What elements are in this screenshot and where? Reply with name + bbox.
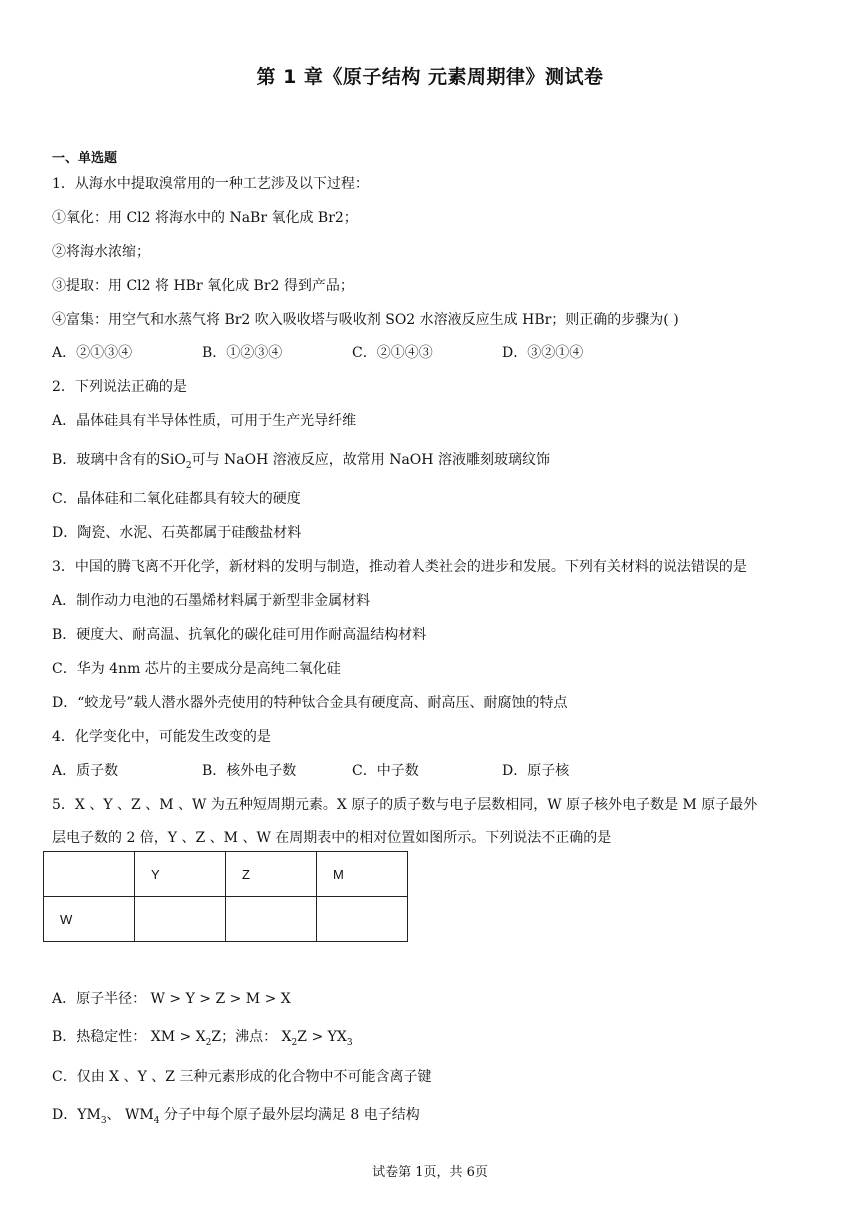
table-row xyxy=(44,852,408,897)
option-d-part: 、 WM xyxy=(106,1107,154,1123)
option-a[interactable]: A．质子数 xyxy=(52,763,119,779)
question-3-option-d[interactable]: D．“蛟龙号”载人潜水器外壳使用的特种钛合金具有硬度高、耐高压、耐腐蚀的特点 xyxy=(52,695,568,711)
formula-subscript: 2 xyxy=(205,1037,212,1048)
table-cell: Y xyxy=(135,852,226,897)
question-2-option-d[interactable]: D．陶瓷、水泥、石英都属于硅酸盐材料 xyxy=(52,525,302,541)
table-cell xyxy=(135,897,226,942)
option-c[interactable]: C．②①④③ xyxy=(352,345,433,361)
question-1-step-4: ④富集：用空气和水蒸气将 Br2 吹入吸收塔与吸收剂 SO2 水溶液反应生成 HBr；则正确的步骤为( ) xyxy=(52,312,679,328)
formula-subscript: 2 xyxy=(185,460,192,471)
question-5-option-b[interactable] xyxy=(52,1026,353,1048)
question-5-option-a[interactable]: A．原子半径： W > Y > Z > M > X xyxy=(52,991,291,1007)
question-1-step-3: ③提取：用 Cl2 将 HBr 氧化成 Br2 得到产品； xyxy=(52,278,354,294)
page-footer: 试卷第 1页，共 6页 xyxy=(372,1165,488,1180)
option-a[interactable]: A．②①③④ xyxy=(52,345,133,361)
question-4-stem: 4．化学变化中，可能发生改变的是 xyxy=(52,729,271,745)
table-cell: M xyxy=(317,852,408,897)
question-3-option-c[interactable]: C．华为 4nm 芯片的主要成分是高纯二氧化硅 xyxy=(52,661,341,677)
table-cell: W xyxy=(44,897,135,942)
option-c[interactable]: C．中子数 xyxy=(352,763,419,779)
option-b-text: 可与 NaOH 溶液反应，故常用 NaOH 溶液雕刻玻璃纹饰 xyxy=(191,452,550,468)
question-3-option-a[interactable]: A．制作动力电池的石墨烯材料属于新型非金属材料 xyxy=(52,593,371,609)
question-3-stem: 3．中国的腾飞离不开化学，新材料的发明与制造，推动着人类社会的进步和发展。下列有关材料的说法错误的是 xyxy=(52,559,747,575)
option-b-part: B．热稳定性： XM > X xyxy=(52,1029,206,1045)
question-2-stem: 2．下列说法正确的是 xyxy=(52,379,187,395)
question-3-option-b[interactable]: B．硬度大、耐高温、抗氧化的碳化硅可用作耐高温结构材料 xyxy=(52,627,427,643)
formula-subscript: 3 xyxy=(346,1037,353,1048)
question-1-stem: 1．从海水中提取溴常用的一种工艺涉及以下过程： xyxy=(52,176,369,192)
page-title: 第 1 章《原子结构 元素周期律》测试卷 xyxy=(256,66,604,88)
table-cell xyxy=(226,897,317,942)
formula-subscript: 3 xyxy=(100,1115,107,1126)
formula-sio2: SiO xyxy=(160,452,186,468)
option-b[interactable]: B．核外电子数 xyxy=(202,763,297,779)
formula-subscript: 2 xyxy=(291,1037,298,1048)
question-1-step-1: ①氧化：用 Cl2 将海水中的 NaBr 氧化成 Br2； xyxy=(52,210,358,226)
question-5-option-c[interactable]: C．仅由 X 、Y 、Z 三种元素形成的化合物中不可能含离子键 xyxy=(52,1069,432,1085)
question-5-stem-line-1: 5．X 、Y 、Z 、M 、W 为五种短周期元素。X 原子的质子数与电子层数相同，W 原子核外电子数是 M 原子最外 xyxy=(52,797,758,813)
question-2-option-c[interactable]: C．晶体硅和二氧化硅都具有较大的硬度 xyxy=(52,491,301,507)
periodic-position-table xyxy=(43,851,408,942)
option-b-part: Z > YX xyxy=(297,1029,347,1045)
option-d-part: 分子中每个原子最外层均满足 8 电子结构 xyxy=(159,1107,420,1123)
table-cell xyxy=(317,897,408,942)
question-1-step-2: ②将海水浓缩； xyxy=(52,244,150,260)
option-d[interactable]: D．原子核 xyxy=(502,763,570,779)
question-5-stem-line-2: 层电子数的 2 倍，Y 、Z 、M 、W 在周期表中的相对位置如图所示。下列说法不正确的是 xyxy=(52,830,612,846)
option-b-prefix: B．玻璃中含有的 xyxy=(52,452,161,468)
section-heading: 一、单选题 xyxy=(52,151,118,166)
question-5-option-d[interactable] xyxy=(52,1104,420,1126)
table-cell: Z xyxy=(226,852,317,897)
question-2-option-a[interactable]: A．晶体硅具有半导体性质，可用于生产光导纤维 xyxy=(52,413,357,429)
option-b[interactable]: B．①②③④ xyxy=(202,345,283,361)
formula-subscript: 4 xyxy=(153,1115,160,1126)
table-row xyxy=(44,897,408,942)
question-2-option-b[interactable] xyxy=(52,449,550,471)
option-b-part: Z；沸点： X xyxy=(211,1029,292,1045)
table-cell xyxy=(44,852,135,897)
option-d-part: D．YM xyxy=(52,1107,101,1123)
option-d[interactable]: D．③②①④ xyxy=(502,345,584,361)
